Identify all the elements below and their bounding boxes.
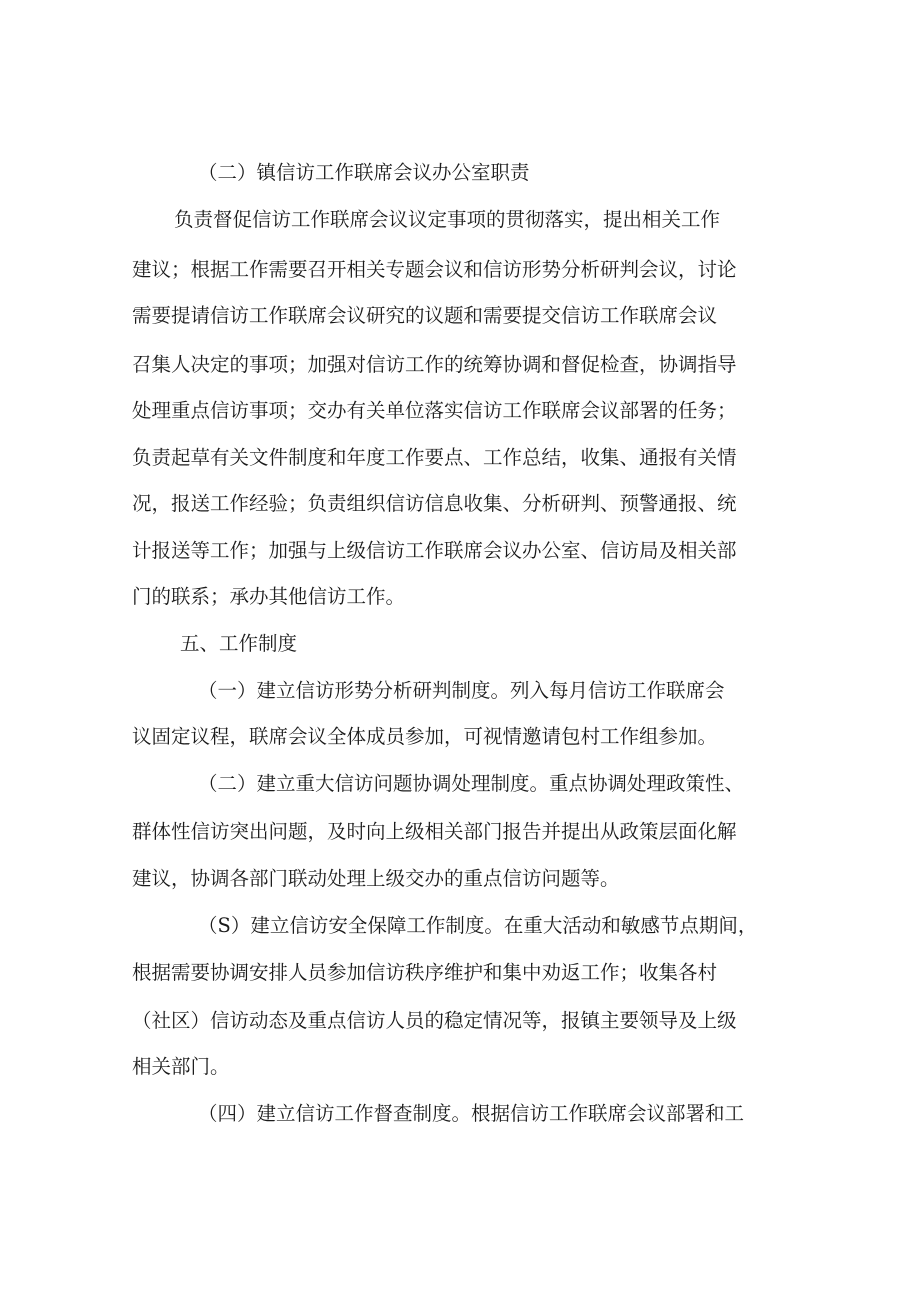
body-line: 需要提请信访工作联席会议研究的议题和需要提交信访工作联席会议 xyxy=(132,304,718,327)
body-line: （S）建立信访安全保障工作制度。在重大活动和敏感节点期间， xyxy=(198,914,758,937)
body-line: 建议，协调各部门联动处理上级交办的重点信访问题等。 xyxy=(132,867,620,890)
body-line: 计报送等工作；加强与上级信访工作联席会议办公室、信访局及相关部 xyxy=(132,539,737,562)
body-line: 负责督促信访工作联席会议议定事项的贯彻落实，提出相关工作 xyxy=(174,208,721,231)
body-line: 议固定议程，联席会议全体成员参加，可视情邀请包村工作组参加。 xyxy=(132,725,718,748)
body-line: 况，报送工作经验；负责组织信访信息收集、分析研判、预警通报、统 xyxy=(132,492,737,515)
body-line: （二）建立重大信访问题协调处理制度。重点协调处理政策性、 xyxy=(198,772,745,795)
body-line: （一）建立信访形势分析研判制度。列入每月信访工作联席会 xyxy=(198,679,725,702)
body-line: （社区）信访动态及重点信访人员的稳定情况等，报镇主要领导及上级 xyxy=(132,1009,737,1032)
body-line: 群体性信访突出问题，及时向上级相关部门报告并提出从政策层面化解 xyxy=(132,820,737,843)
section-heading: 五、工作制度 xyxy=(180,632,298,655)
body-line: 负责起草有关文件制度和年度工作要点、工作总结，收集、通报有关情 xyxy=(132,446,737,469)
body-line: 门的联系；承办其他信访工作。 xyxy=(132,585,406,608)
body-line: （四）建立信访工作督查制度。根据信访工作联席会议部署和工 xyxy=(198,1102,745,1125)
body-line: 处理重点信访事项；交办有关单位落实信访工作联席会议部署的任务； xyxy=(132,399,737,422)
body-line: 召集人决定的事项；加强对信访工作的统筹协调和督促检查，协调指导 xyxy=(132,353,737,376)
body-line: 根据需要协调安排人员参加信访秩序维护和集中劝返工作；收集各村 xyxy=(132,961,718,984)
body-line: 建议；根据工作需要召开相关专题会议和信访形势分析研判会议，讨论 xyxy=(132,258,737,281)
body-line: 相关部门。 xyxy=(132,1055,230,1078)
section-heading: （二）镇信访工作联席会议办公室职责 xyxy=(198,161,530,184)
